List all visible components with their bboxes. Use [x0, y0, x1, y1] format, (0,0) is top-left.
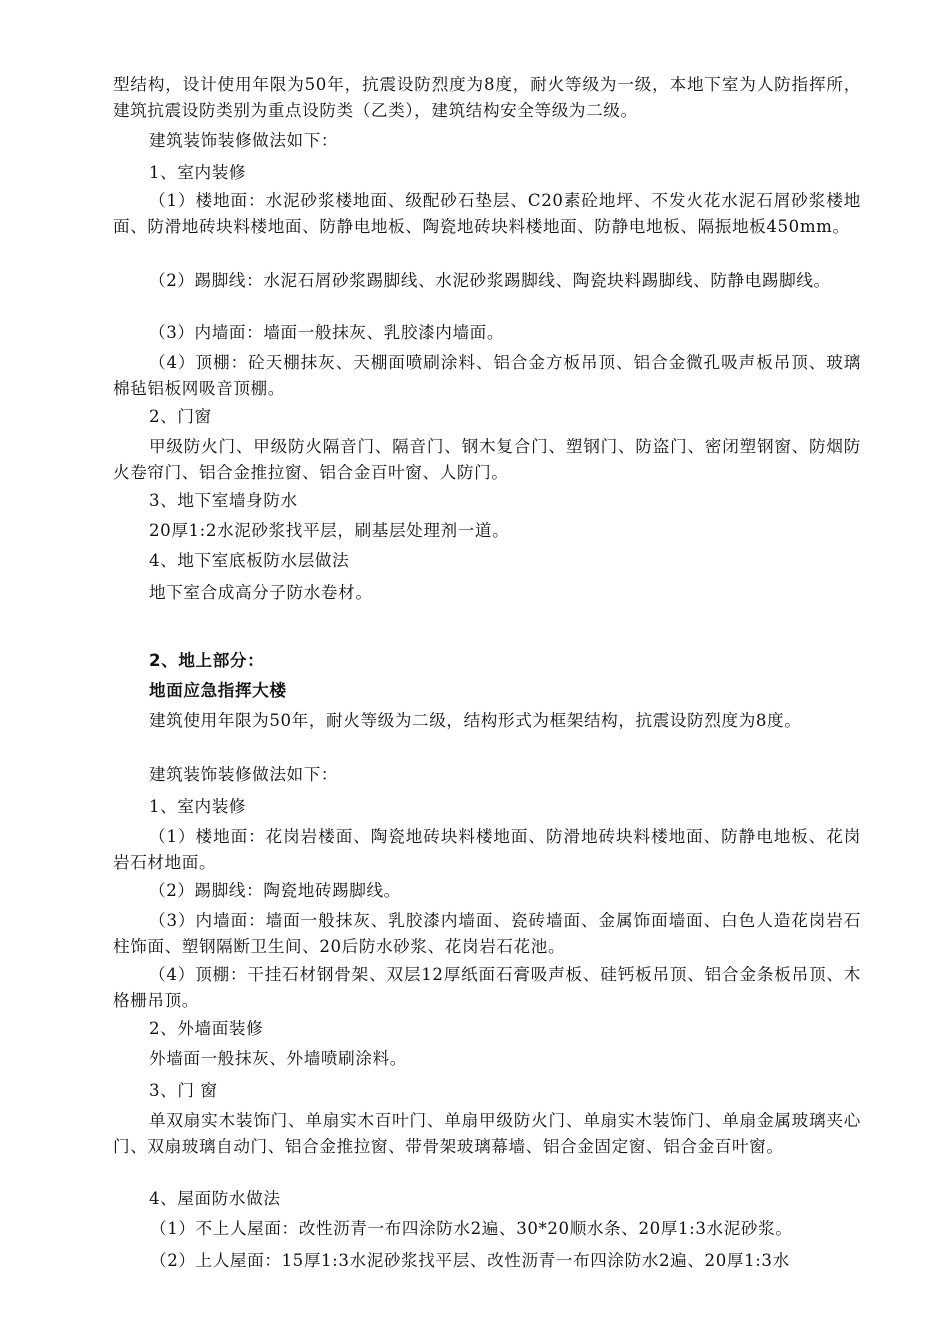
paragraph-doors: 甲级防火门、甲级防火隔音门、隔音门、钢木复合门、塑钢门、防盗门、密闭塑钢窗、防烟防火卷帘门、铝合金推拉窗、铝合金百叶窗、人防门。: [113, 437, 861, 482]
paragraph-floor-2: （1）楼地面：花岗岩楼面、陶瓷地砖块料楼地面、防滑地砖块料楼地面、防静电地板、花岗岩石材地面。: [113, 827, 861, 872]
section-basement-wall-heading: 3、地下室墙身防水: [149, 491, 298, 510]
paragraph-decoration-intro: 建筑装饰装修做法如下：: [149, 131, 339, 150]
paragraph-floor: （1）楼地面：水泥砂浆楼地面、级配砂石垫层、C20素砼地坪、不发火花水泥石屑砂浆楼地面、防滑地砖块料楼地面、防静电地板、陶瓷地砖块料楼地面、防静电地板、隔振地板450mm。: [113, 191, 861, 236]
section-exterior-wall-heading: 2、外墙面装修: [149, 1019, 264, 1038]
paragraph-roof-non-access: （1）不上人屋面：改性沥青一布四涂防水2遍、30*20顺水条、20厚1:3水泥砂浆。: [150, 1219, 793, 1238]
paragraph-skirting-2: （2）踢脚线：陶瓷地砖踢脚线。: [149, 881, 401, 900]
paragraph-roof-access: （2）上人屋面：15厚1:3水泥砂浆找平层、改性沥青一布四涂防水2遍、20厚1:3水: [150, 1251, 790, 1270]
paragraph-decoration-intro-2: 建筑装饰装修做法如下：: [149, 765, 339, 784]
paragraph-basement-wall: 20厚1:2水泥砂浆找平层，刷基层处理剂一道。: [149, 521, 510, 540]
building-title: 地面应急指挥大楼: [149, 681, 287, 700]
section-roof-heading: 4、屋面防水做法: [149, 1189, 281, 1208]
paragraph-structure-intro: 型结构，设计使用年限为50年，抗震设防烈度为8度，耐火等级为一级，本地下室为人防指挥所，建筑抗震设防类别为重点设防类（乙类），建筑结构安全等级为二级。: [113, 75, 861, 120]
paragraph-building-info: 建筑使用年限为50年，耐火等级为二级，结构形式为框架结构，抗震设防烈度为8度。: [149, 711, 802, 730]
section-above-ground-heading: 2、地上部分：: [149, 651, 265, 670]
section-doors-heading: 2、门窗: [149, 407, 212, 426]
section-interior-heading-2: 1、室内装修: [149, 797, 247, 816]
paragraph-doors-windows: 单双扇实木装饰门、单扇实木百叶门、单扇甲级防火门、单扇实木装饰门、单扇金属玻璃夹心门、双扇玻璃自动门、铝合金推拉窗、带骨架玻璃幕墙、铝合金固定窗、铝合金百叶窗。: [113, 1111, 861, 1156]
section-doors-windows-heading: 3、门 窗: [149, 1081, 218, 1100]
paragraph-interior-wall: （3）内墙面：墙面一般抹灰、乳胶漆内墙面。: [149, 323, 505, 342]
paragraph-ceiling: （4）顶棚：砼天棚抹灰、天棚面喷刷涂料、铝合金方板吊顶、铝合金微孔吸声板吊顶、玻璃棉毡铝板网吸音顶棚。: [113, 353, 861, 398]
paragraph-exterior-wall: 外墙面一般抹灰、外墙喷刷涂料。: [149, 1049, 407, 1068]
section-basement-floor-heading: 4、地下室底板防水层做法: [149, 551, 350, 570]
paragraph-interior-wall-2: （3）内墙面：墙面一般抹灰、乳胶漆内墙面、瓷砖墙面、金属饰面墙面、白色人造花岗岩石柱饰面、塑钢隔断卫生间、20后防水砂浆、花岗岩石花池。: [113, 911, 861, 956]
paragraph-ceiling-2: （4）顶棚：干挂石材钢骨架、双层12厚纸面石膏吸声板、硅钙板吊顶、铝合金条板吊顶、木格栅吊顶。: [113, 965, 861, 1010]
paragraph-skirting: （2）踢脚线：水泥石屑砂浆踢脚线、水泥砂浆踢脚线、陶瓷块料踢脚线、防静电踢脚线。: [149, 271, 831, 290]
paragraph-basement-floor: 地下室合成高分子防水卷材。: [149, 583, 373, 602]
section-interior-heading: 1、室内装修: [149, 163, 247, 182]
